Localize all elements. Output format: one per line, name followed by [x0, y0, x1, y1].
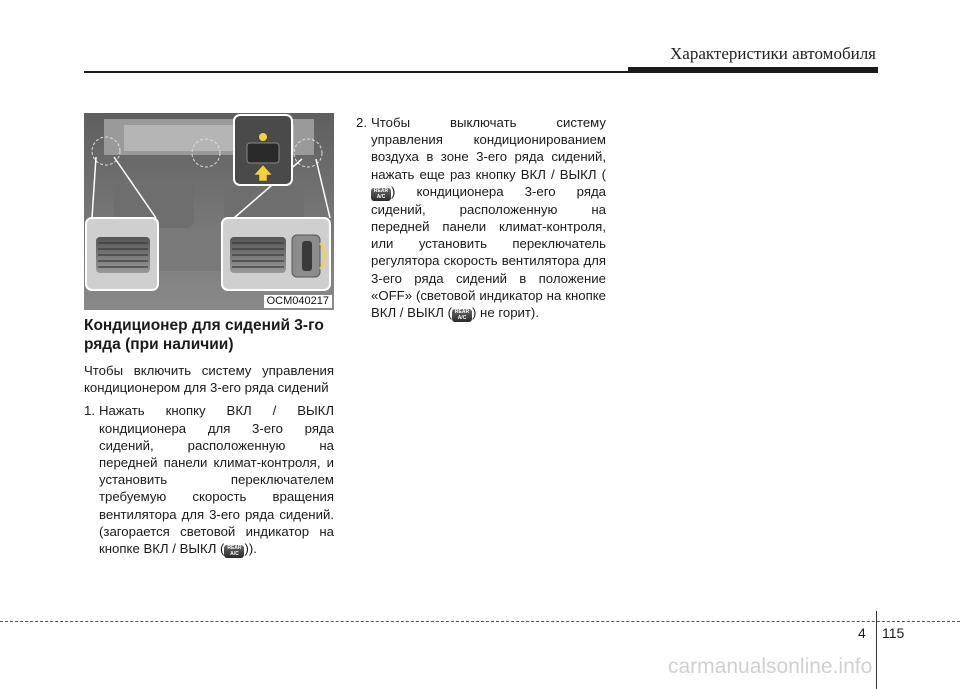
step-2-number: 2. [356, 115, 367, 130]
rear-ac-button-icon [371, 188, 391, 201]
step-2-text-wrap [371, 114, 606, 322]
rear-ac-label-top: REAR [454, 309, 470, 316]
rear-ac-button-icon [452, 309, 472, 322]
right-column [356, 114, 606, 322]
section-title: Кондиционер для сидений 3-го ряда (при наличии) [84, 317, 324, 353]
step-2 [356, 114, 606, 322]
footer-divider [876, 611, 877, 689]
step-1-text-end: )). [244, 541, 257, 557]
intro-paragraph: Чтобы включить систему управления кондиционером для 3-его ряда сидений [84, 363, 334, 396]
interior-illustration [84, 113, 334, 310]
rear-ac-label-top: REAR [227, 545, 242, 552]
step-1-text: Нажать кнопку ВКЛ / ВЫКЛ кондиционера для 3-его ряда сидений, расположенную на передней панели климат-контроля, и установить переключателем требуемую скорость вращения вентилятора для 3-его ряда сидений. (загорается световой индикатор на кнопке ВКЛ / ВЫКЛ ( [99, 403, 334, 557]
header-title: Характеристики автомобиля [670, 44, 876, 63]
rear-ac-label-bottom: A/C [230, 551, 239, 558]
page-number: 115 [882, 625, 905, 641]
rear-ac-label-bottom: A/C [457, 315, 467, 322]
figure-code: OCM040217 [264, 295, 332, 308]
figure-interior-photo [84, 113, 334, 310]
watermark: carmanualsonline.info [668, 655, 873, 678]
step-1-number: 1. [84, 403, 95, 419]
step-1-text-wrap [99, 402, 334, 558]
step-2-text-c: ) не горит). [472, 305, 539, 321]
step-1 [84, 402, 334, 558]
left-column [84, 316, 334, 558]
footer-rule [0, 621, 960, 622]
step-2-text-b: ) кондиционера 3-его ряда сидений, расположенную на передней панели климат-контроля, или установить переключатель регулятора скорость вентилятора для 3-его ряда сидений в положение «OFF» (световой индикатор на кнопке ВКЛ / ВЫКЛ ( [371, 183, 606, 321]
header-rule-accent [628, 67, 878, 72]
step-2-text-a: Чтобы выключать систему управления кондиционированием воздуха в зоне 3-его ряда сидений, нажать еще раз кнопку ВКЛ / ВЫКЛ ( [371, 115, 606, 182]
chapter-number: 4 [858, 625, 866, 641]
rear-ac-label-top: REAR [373, 187, 389, 194]
rear-ac-label-bottom: A/C [376, 193, 386, 200]
rear-ac-button-icon [224, 545, 244, 558]
